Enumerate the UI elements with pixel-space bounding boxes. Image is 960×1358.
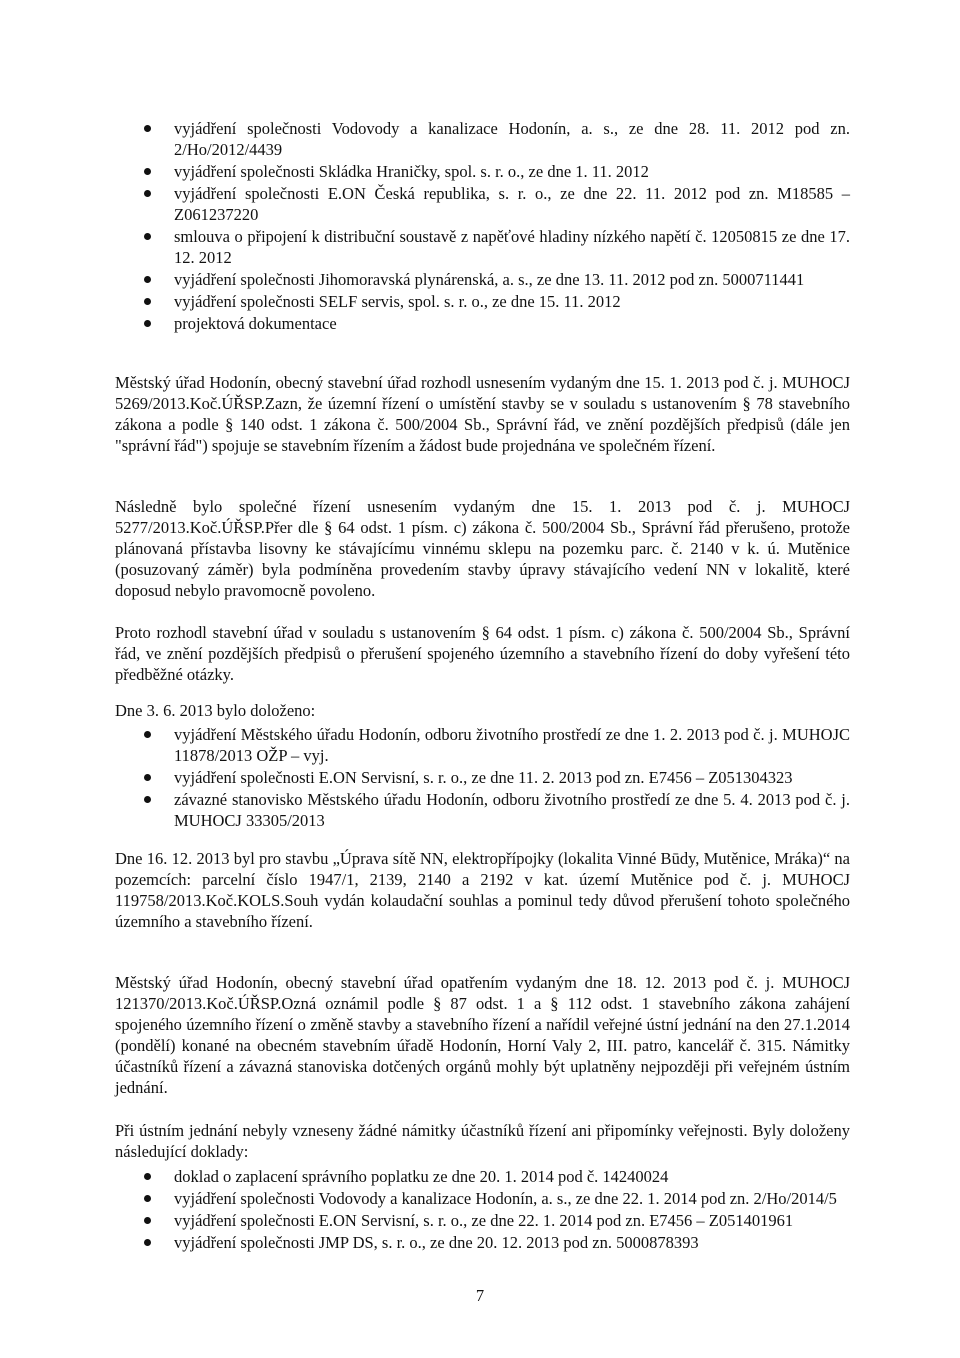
paragraph-hearing-notice: Městský úřad Hodonín, obecný stavební úřad opatřením vydaným dne 18. 12. 2013 pod č. j. MUHOCJ 121370/2013.Koč.ÚŘSP.Ozná oznámil podle § 87 odst. 1 a § 112 odst. 1 stavebního zákona zahájení spojeného územního řízení o změně stavby a stavebního řízení a nařídil veřejné ústní jednání na den 27.1.2014 (pondělí) konané na obecném stavebním úřadě Hodonín, Horní Valy 2, III. patro, kancelář č. 315. Námitky účastníků řízení a závazná stanoviska dotčených orgánů mohly být uplatněny nejpozději při veřejném ústním jednání. <box>115 973 850 1097</box>
paragraph-hearing-result: Při ústním jednání nebyly vzneseny žádné námitky účastníků řízení ani připomínky veřejnosti. Byly doloženy následující doklady: <box>115 1121 850 1161</box>
bullet-icon <box>144 276 151 283</box>
list-item: vyjádření společnosti E.ON Servisní, s. r. o., ze dne 22. 1. 2014 pod zn. E7456 – Z051401961 <box>144 1210 850 1231</box>
bullet-icon <box>144 125 151 132</box>
list-item: projektová dokumentace <box>144 313 850 334</box>
list-item: vyjádření společnosti SELF servis, spol. s. r. o., ze dne 15. 11. 2012 <box>144 291 850 312</box>
paragraph-submitted-heading: Dne 3. 6. 2013 bylo doloženo: <box>115 701 316 720</box>
bullet-icon <box>144 1239 151 1246</box>
paragraph-interruption: Následně bylo společné řízení usnesením vydaným dne 15. 1. 2013 pod č. j. MUHOCJ 5277/2013.Koč.ÚŘSP.Přer dle § 64 odst. 1 písm. c) zákona č. 500/2004 Sb., Správní řád přerušeno, protože plánovaná přístavba lisovny ke stávajícímu vinnému sklepu na pozemku parc. č. 2140 v k. ú. Mutěnice (posuzovaný záměr) byla podmíněna provedením stavby úpravy stávajícího vedení NN v lokalitě, které doposud nebylo pravomocně povoleno. <box>115 497 850 600</box>
list-item: vyjádření společnosti JMP DS, s. r. o., ze dne 20. 12. 2013 pod zn. 5000878393 <box>144 1232 850 1253</box>
attachment-list-3 <box>144 1166 850 1254</box>
bullet-icon <box>144 233 151 240</box>
bullet-icon <box>144 1195 151 1202</box>
list-item: doklad o zaplacení správního poplatku ze dne 20. 1. 2014 pod č. 14240024 <box>144 1166 850 1187</box>
list-item: vyjádření společnosti E.ON Česká republika, s. r. o., ze dne 22. 11. 2012 pod zn. M18585 – Z061237220 <box>144 183 850 225</box>
bullet-icon <box>144 168 151 175</box>
list-item: vyjádření společnosti E.ON Servisní, s. r. o., ze dne 11. 2. 2013 pod zn. E7456 – Z051304323 <box>144 767 850 788</box>
page-number: 7 <box>475 1286 485 1305</box>
bullet-icon <box>144 731 151 738</box>
list-item: vyjádření společnosti Skládka Hraničky, spol. s. r. o., ze dne 1. 11. 2012 <box>144 161 850 182</box>
bullet-icon <box>144 1173 151 1180</box>
paragraph-decision-joining: Městský úřad Hodonín, obecný stavební úřad rozhodl usnesením vydaným dne 15. 1. 2013 pod č. j. MUHOCJ 5269/2013.Koč.ÚŘSP.Zazn, že územní řízení o umístění stavby se v souladu s ustanovením § 78 stavebního zákona a podle § 140 odst. 1 zákona č. 500/2004 Sb., Správní řád, ve znění pozdějších předpisů (dále jen "správní řád") spojuje se stavebním řízením a žádost bude projednána ve společném řízení. <box>115 373 850 455</box>
bullet-icon <box>144 298 151 305</box>
list-item: smlouva o připojení k distribuční soustavě z napěťové hladiny nízkého napětí č. 12050815 ze dne 17. 12. 2012 <box>144 226 850 268</box>
list-item: vyjádření společnosti Jihomoravská plynárenská, a. s., ze dne 13. 11. 2012 pod zn. 5000711441 <box>144 269 850 290</box>
bullet-icon <box>144 796 151 803</box>
bullet-icon <box>144 774 151 781</box>
bullet-icon <box>144 320 151 327</box>
bullet-icon <box>144 190 151 197</box>
list-item: vyjádření společnosti Vodovody a kanalizace Hodonín, a. s., ze dne 28. 11. 2012 pod zn. 2/Ho/2012/4439 <box>144 118 850 160</box>
list-item: závazné stanovisko Městského úřadu Hodonín, odboru životního prostředí ze dne 5. 4. 2013 pod č. j. MUHOCJ 33305/2013 <box>144 789 850 831</box>
list-item: vyjádření společnosti Vodovody a kanalizace Hodonín, a. s., ze dne 22. 1. 2014 pod zn. 2/Ho/2014/5 <box>144 1188 850 1209</box>
list-item: vyjádření Městského úřadu Hodonín, odboru životního prostředí ze dne 1. 2. 2013 pod č. j. MUHOJC 11878/2013 OŽP – vyj. <box>144 724 850 766</box>
paragraph-occupancy-consent: Dne 16. 12. 2013 byl pro stavbu „Úprava sítě NN, elektropřípojky (lokalita Vinné Būdy, Mutěnice, Mráka)“ na pozemcích: parcelní číslo 1947/1, 2139, 2140 a 2192 v kat. území Mutěnice pod č. j. MUHOCJ 119758/2013.Koč.KOLS.Souh vydán kolaudační souhlas a pominul tedy důvod přerušení tohoto společného územního a stavebního řízení. <box>115 849 850 931</box>
bullet-icon <box>144 1217 151 1224</box>
attachment-list-1 <box>144 118 850 335</box>
paragraph-interruption-decision: Proto rozhodl stavební úřad v souladu s ustanovením § 64 odst. 1 písm. c) zákona č. 500/2004 Sb., Správní řád, ve znění pozdějších předpisů o přerušení spojeného územního a stavebního řízení do doby vyřešení této předběžné otázky. <box>115 623 850 684</box>
attachment-list-2 <box>144 724 850 832</box>
